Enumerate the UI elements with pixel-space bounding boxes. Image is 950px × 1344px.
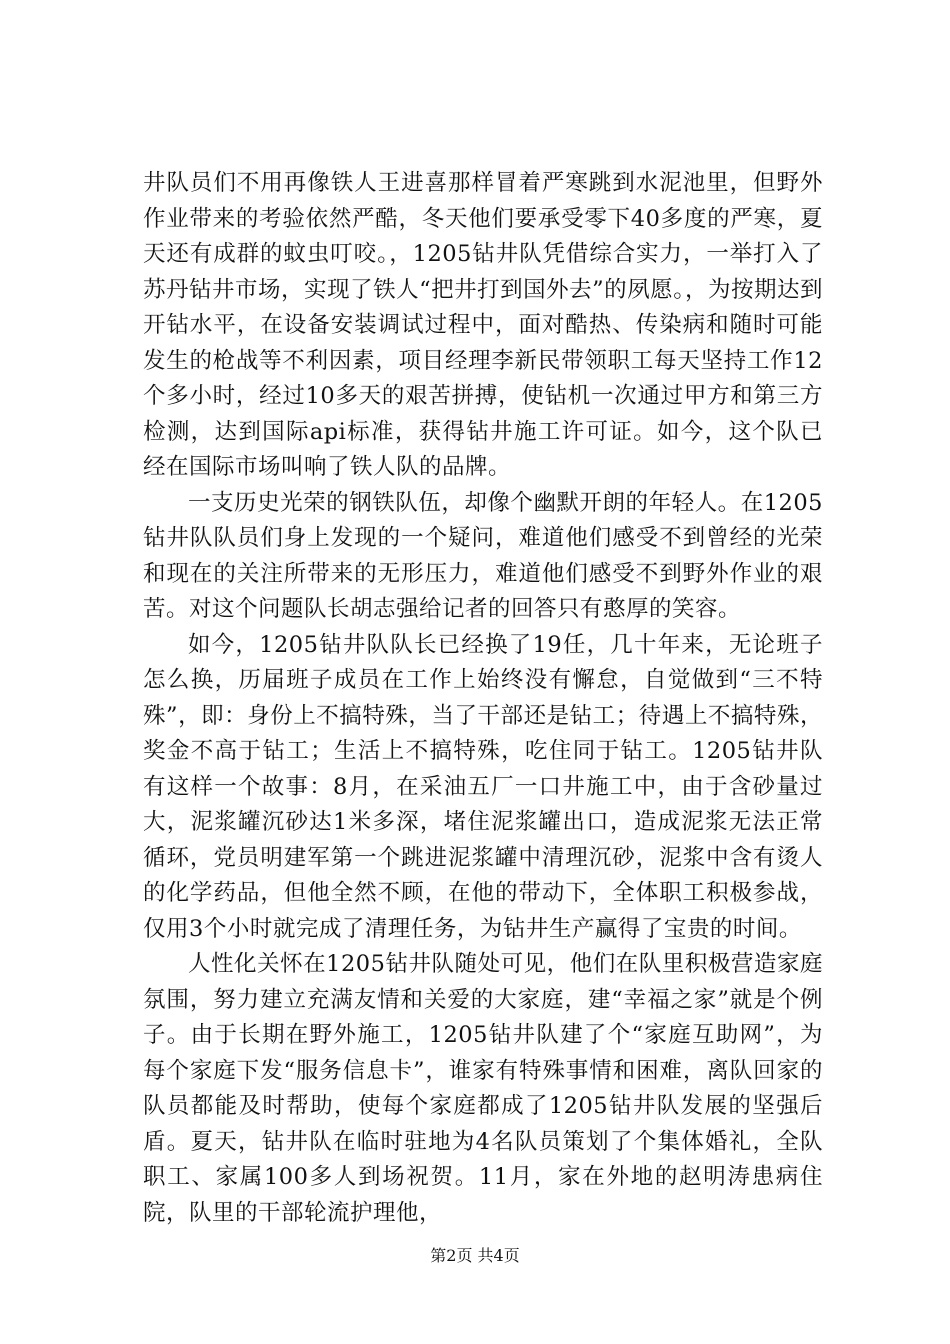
paragraph-3: 如今，1205钻井队队长已经换了19任，几十年来，无论班子怎么换，历届班子成员在工作上始终没有懈怠，自觉做到“三不特殊”，即：身份上不搞特殊，当了干部还是钻工；待遇上不搞特殊，奖金不高于钻工；生活上不搞特殊，吃住同于钻工。1205钻井队有这样一个故事：8月，在采油五厂一口井施工中，由于含砂量过大，泥浆罐沉砂达1米多深，堵住泥浆罐出口，造成泥浆无法正常循环，党员明建军第一个跳进泥浆罐中清理沉砂，泥浆中含有烫人的化学药品，但他全然不顾，在他的带动下，全体职工积极参战，仅用3个小时就完成了清理任务，为钻井生产赢得了宝贵的时间。 [143, 631, 823, 942]
document-body [143, 166, 823, 1231]
paragraph-1: 井队员们不用再像铁人王进喜那样冒着严寒跳到水泥池里，但野外作业带来的考验依然严酷，冬天他们要承受零下40多度的严寒，夏天还有成群的蚊虫叮咬。，1205钻井队凭借综合实力，一举打入了苏丹钻井市场，实现了铁人“把井打到国外去”的夙愿。，为按期达到开钻水平，在设备安装调试过程中，面对酷热、传染病和随时可能发生的枪战等不利因素，项目经理李新民带领职工每天坚持工作12个多小时，经过10多天的艰苦拼搏，使钻机一次通过甲方和第三方检测，达到国际api标准，获得钻井施工许可证。如今，这个队已经在国际市场叫响了铁人队的品牌。 [143, 170, 823, 480]
paragraph-2: 一支历史光荣的钢铁队伍，却像个幽默开朗的年轻人。在1205钻井队队员们身上发现的一个疑问，难道他们感受不到曾经的光荣和现在的关注所带来的无形压力，难道他们感受不到野外作业的艰苦。对这个问题队长胡志强给记者的回答只有憨厚的笑容。 [143, 489, 823, 622]
page-number-footer: 第2页 共4页 [430, 1246, 520, 1265]
paragraph-4: 人性化关怀在1205钻井队随处可见，他们在队里积极营造家庭氛围，努力建立充满友情和关爱的大家庭，建“幸福之家”就是个例子。由于长期在野外施工，1205钻井队建了个“家庭互助网”，为每个家庭下发“服务信息卡”，谁家有特殊事情和困难，离队回家的队员都能及时帮助，使每个家庭都成了1205钻井队发展的坚强后盾。夏天，钻井队在临时驻地为4名队员策划了个集体婚礼，全队职工、家属100多人到场祝贺。11月，家在外地的赵明涛患病住院，队里的干部轮流护理他， [143, 951, 823, 1226]
